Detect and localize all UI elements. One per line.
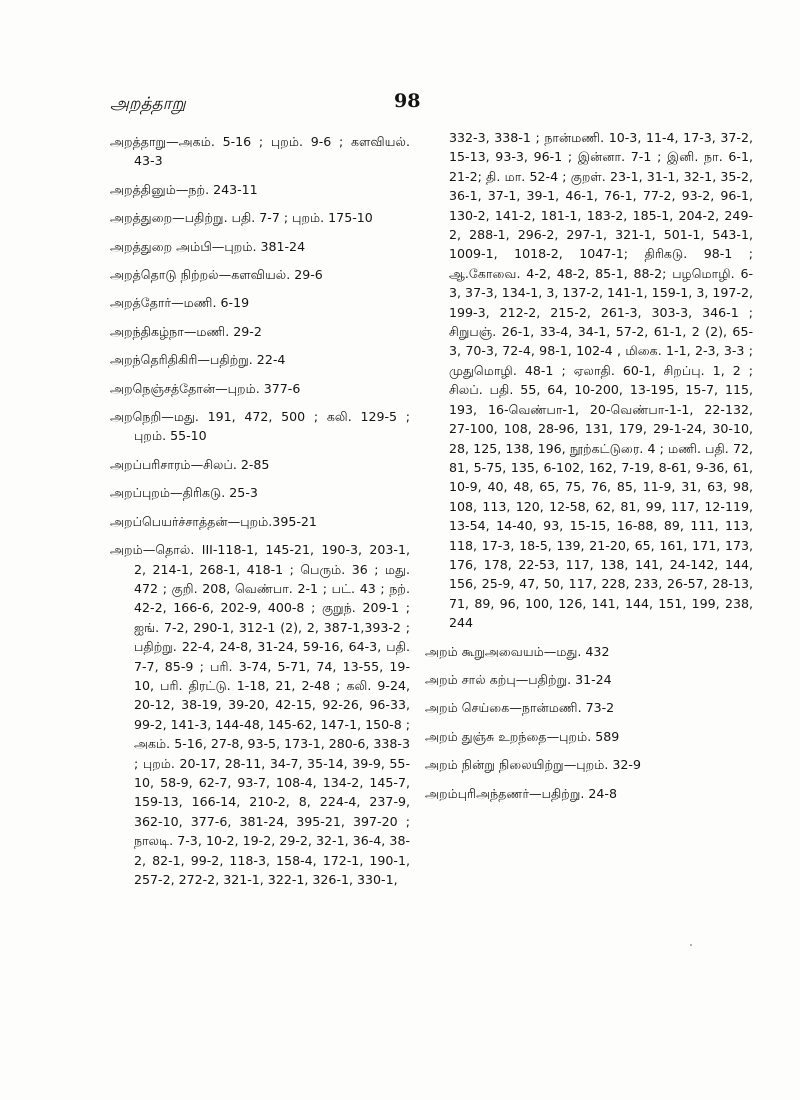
index-entry: அறத்துறை—பதிற்று. பதி. 7-7 ; புறம். 175-10 bbox=[110, 210, 373, 226]
index-entry: அறம் துஞ்சு உறந்தை—புறம். 589 bbox=[425, 728, 620, 744]
index-entry: அறம் சால் கற்பு—பதிற்று. 31-24 bbox=[425, 671, 612, 687]
scan-speck bbox=[690, 944, 692, 946]
page-number: 98 bbox=[394, 90, 421, 112]
index-entry: அறந்தெரிதிகிரி—பதிற்று. 22-4 bbox=[110, 352, 286, 368]
index-entry: அறத்துறை அம்பி—புறம். 381-24 bbox=[110, 238, 306, 254]
running-head: அறத்தாறு bbox=[110, 94, 186, 114]
left-column bbox=[110, 132, 410, 898]
index-entry-continued: 332-3, 338-1 ; நான்மணி. 10-3, 11-4, 17-3, 37-2, 15-13, 93-3, 96-1 ; இன்னா. 7-1 ; இனி. நா. 6-1, 21-2; தி. மா. 52-4 ; குறள். 23-1, 31-1, 32-1, 35-2, 36-1, 37-1, 39-1, 46-1, 76-1, 77-2, 93-2, 96-1, 130-2, 141-2, 181-1, 183-2, 185-1, 204-2, 249-2, 288-1, 296-2, 297-1, 321-1, 501-1, 543-1, 1009-1, 1018-2, 1047-1; திரிகடு. 98-1 ; ஆ.கோவை. 4-2, 48-2, 85-1, 88-2; பழமொழி. 6-3, 37-3, 134-1, 3, 137-2, 141-1, 159-1, 3, 197-2, 199-3, 212-2, 215-2, 261-3, 303-3, 346-1 ; சிறுபஞ். 26-1, 33-4, 34-1, 57-2, 61-1, 2 (2), 65-3, 70-3, 72-4, 98-1, 102-4 , மிகை. 1-1, 2-3, 3-3 ; முதுமொழி. 48-1 ; ஏலாதி. 60-1, சிறப்பு. 1, 2 ; சிலப். பதி. 55, 64, 10-200, 13-195, 15-7, 115, 193, 16-வெண்பா-1, 20-வெண்பா-1-1, 22-132, 27-100, 108, 28-96, 131, 179, 29-1-24, 30-10, 28, 125, 138, 196, நூற்கட்டுரை. 4 ; மணி. பதி. 72, 81, 5-75, 135, 6-102, 162, 7-19, 8-61, 9-36, 61, 10-9, 40, 48, 65, 75, 76, 85, 11-9, 31, 63, 98, 108, 113, 120, 12-58, 62, 81, 99, 117, 12-119, 13-54, 14-40, 93, 15-15, 16-88, 89, 111, 113, 118, 17-3, 18-5, 139, 21-20, 65, 161, 171, 173, 176, 178, 22-53, 117, 138, 141, 24-142, 144, 156, 25-9, 47, 50, 117, 228, 233, 26-57, 28-13, 71, 89, 96, 100, 126, 141, 144, 151, 199, 238, 244 bbox=[449, 130, 753, 631]
index-entry: அறத்தாறு—அகம். 5-16 ; புறம். 9-6 ; களவியல். 43-3 bbox=[110, 134, 410, 169]
index-entry: அறநெறி—மது. 191, 472, 500 ; கலி. 129-5 ; புறம். 55-10 bbox=[110, 409, 410, 444]
index-entry: அறந்திகழ்நா—மணி. 29-2 bbox=[110, 323, 262, 339]
index-entry: அறத்தோர்—மணி. 6-19 bbox=[110, 295, 250, 311]
index-entry: அறம் செய்கை—நான்மணி. 73-2 bbox=[425, 700, 615, 716]
right-column bbox=[425, 128, 753, 812]
index-entry: அறநெஞ்சத்தோன்—புறம். 377-6 bbox=[110, 380, 301, 396]
index-entry: அறம் கூறுஅவையம்—மது. 432 bbox=[425, 643, 610, 659]
index-entry: அறப்பெயர்ச்சாத்தன்—புறம்.395-21 bbox=[110, 513, 317, 529]
index-entry: அறத்தொடு நிற்றல்—களவியல். 29-6 bbox=[110, 267, 323, 283]
index-entry: அறப்புறம்—திரிகடு. 25-3 bbox=[110, 485, 258, 501]
index-entry-aram: அறம்—தொல். III-118-1, 145-21, 190-3, 203-1, 2, 214-1, 268-1, 418-1 ; பெரும். 36 ; மது. 472 ; குறி. 208, வெண்பா. 2-1 ; பட். 43 ; நற். 42-2, 166-6, 202-9, 400-8 ; குறுந். 209-1 ; ஐங். 7-2, 290-1, 312-1 (2), 2, 387-1,393-2 ; பதிற்று. 22-4, 24-8, 31-24, 59-16, 64-3, பதி. 7-7, 85-9 ; பரி. 3-74, 5-71, 74, 13-55, 19-10, பரி. திரட்டு. 1-18, 21, 2-48 ; கலி. 9-24, 20-12, 38-19, 39-20, 42-15, 92-26, 96-33, 99-2, 141-3, 144-48, 145-62, 147-1, 150-8 ; அகம். 5-16, 27-8, 93-5, 173-1, 280-6, 338-3 ; புறம். 20-17, 28-11, 34-7, 35-14, 39-9, 55-10, 58-9, 62-7, 93-7, 108-4, 134-2, 145-7, 159-13, 166-14, 210-2, 8, 224-4, 237-9, 362-10, 377-6, 381-24, 395-21, 397-20 ; நாலடி. 7-3, 10-2, 19-2, 29-2, 32-1, 36-4, 38-2, 82-1, 99-2, 118-3, 158-4, 172-1, 190-1, 257-2, 272-2, 321-1, 322-1, 326-1, 330-1, bbox=[110, 542, 410, 887]
index-entry: அறத்தினும்—நற். 243-11 bbox=[110, 181, 258, 197]
index-entry: அறப்பரிசாரம்—சிலப். 2-85 bbox=[110, 456, 270, 472]
index-entry: அறம் நின்று நிலையிற்று—புறம். 32-9 bbox=[425, 757, 641, 773]
index-entry: அறம்புரிஅந்தணர்—பதிற்று. 24-8 bbox=[425, 785, 617, 801]
